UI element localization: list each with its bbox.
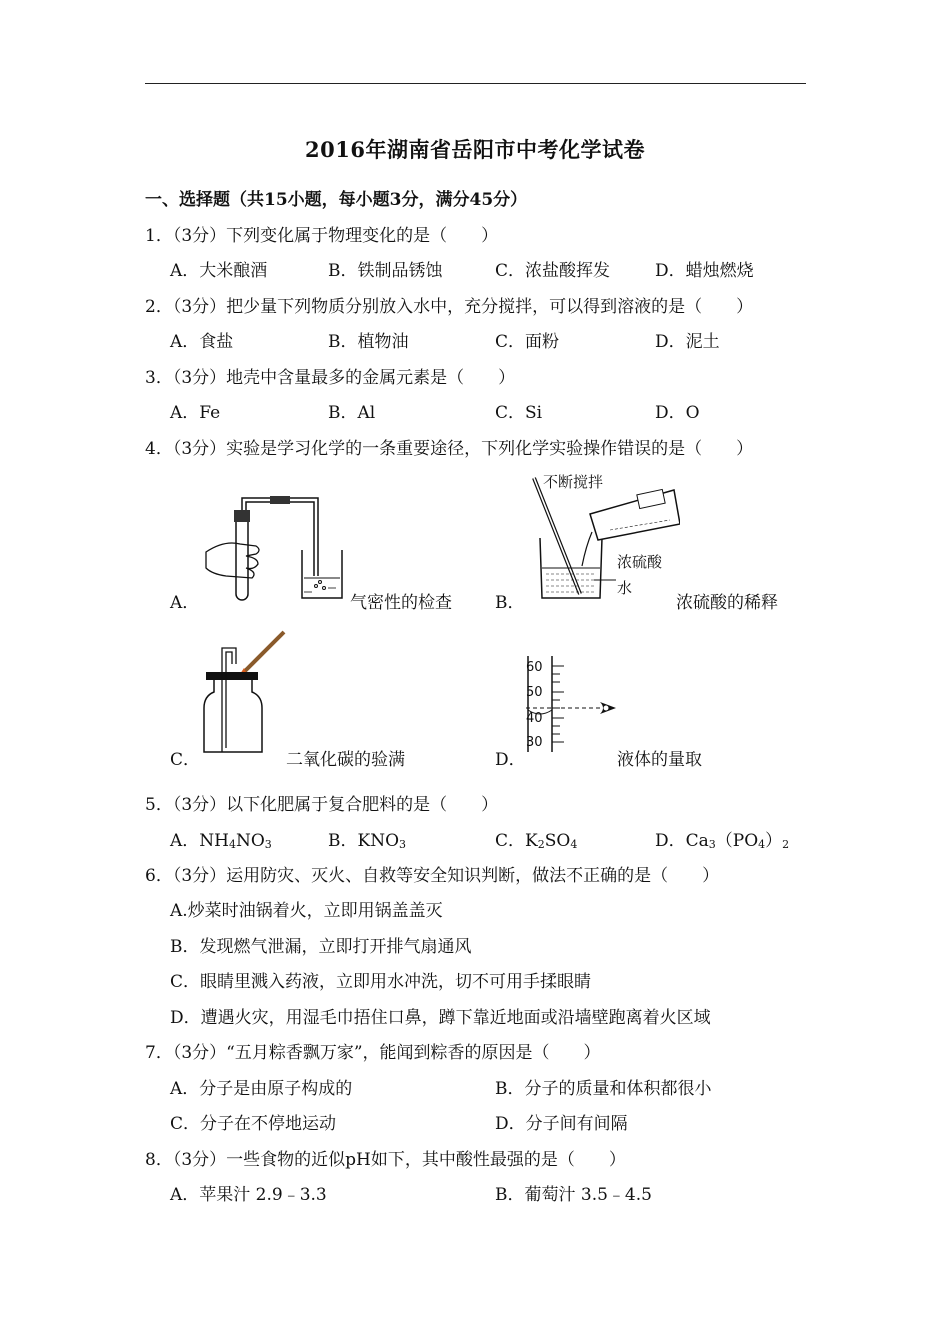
q3-option-b[interactable]: B．Al [328, 403, 376, 423]
q7-stem: 7．（3分）“五月粽香飘万家”，能闻到粽香的原因是（ ） [145, 1043, 601, 1063]
q2-option-d[interactable]: D．泥土 [655, 332, 720, 352]
q4-option-c[interactable]: C． [170, 750, 201, 770]
figure-co2-full-check [200, 628, 300, 756]
q5-option-b[interactable]: B．$KNO_3$ [328, 831, 407, 851]
q5-option-d[interactable]: D．$Ca_3(PO_4)_2$ [655, 831, 790, 851]
q7-option-c[interactable]: C．分子在不停地运动 [170, 1114, 337, 1134]
q2-option-c[interactable]: C．面粉 [495, 332, 560, 352]
q4-caption-b: 浓硫酸的稀释 [676, 593, 778, 613]
q7-option-d[interactable]: D．分子间有间隔 [495, 1114, 628, 1134]
label-continuous-stir: 不断搅拌 [543, 473, 604, 491]
q8-option-b[interactable]: B．葡萄汁 3.5﹣4.5 [495, 1185, 652, 1205]
q6-option-d[interactable]: D．遭遇火灾，用湿毛巾捂住口鼻，蹲下靠近地面或沿墙壁跑离着火区域 [170, 1008, 711, 1028]
q3-option-d[interactable]: D．O [655, 403, 700, 423]
q6-option-a[interactable]: A.炒菜时油锅着火，立即用锅盖盖灭 [170, 901, 443, 921]
q4-caption-c: 二氧化碳的验满 [286, 750, 405, 770]
q4-option-d[interactable]: D． [495, 750, 526, 770]
q3-stem: 3．（3分）地壳中含量最多的金属元素是（ ） [145, 368, 516, 388]
q7-option-a[interactable]: A．分子是由原子构成的 [170, 1079, 353, 1099]
section-heading: 一、选择题（共15小题，每小题3分，满分45分） [145, 190, 528, 210]
cylinder-tick-30: 30 [526, 735, 543, 750]
cylinder-tick-40: 40 [526, 711, 543, 726]
q6-stem: 6．（3分）运用防灾、灭火、自救等安全知识判断，做法不正确的是（ ） [145, 866, 720, 886]
q3-option-c[interactable]: C．Si [495, 403, 543, 423]
q1-option-c[interactable]: C．浓盐酸挥发 [495, 261, 611, 281]
q2-option-b[interactable]: B．植物油 [328, 332, 409, 352]
page-title: 2016年湖南省岳阳市中考化学试卷 [305, 137, 645, 162]
q4-option-b[interactable]: B． [495, 593, 525, 613]
label-water: 水 [617, 579, 633, 597]
q4-stem: 4．（3分）实验是学习化学的一条重要途径，下列化学实验操作错误的是（ ） [145, 439, 754, 459]
q7-option-b[interactable]: B．分子的质量和体积都很小 [495, 1079, 712, 1099]
label-conc-sulfuric-acid: 浓硫酸 [617, 553, 663, 571]
q8-option-a[interactable]: A．苹果汁 2.9﹣3.3 [170, 1185, 327, 1205]
q1-option-b[interactable]: B．铁制品锈蚀 [328, 261, 443, 281]
q1-stem: 1．（3分）下列变化属于物理变化的是（ ） [145, 226, 499, 246]
q6-option-c[interactable]: C．眼睛里溅入药液，立即用水冲洗，切不可用手揉眼睛 [170, 972, 592, 992]
cylinder-tick-50: 50 [526, 685, 543, 700]
q5-option-a[interactable]: A．$NH_4NO_3$ [170, 831, 272, 851]
q5-stem: 5．（3分）以下化肥属于复合肥料的是（ ） [145, 795, 499, 815]
q1-option-d[interactable]: D．蜡烛燃烧 [655, 261, 754, 281]
cylinder-tick-60: 60 [526, 660, 543, 675]
q1-option-a[interactable]: A．大米酿酒 [170, 261, 268, 281]
q6-option-b[interactable]: B．发现燃气泄漏，立即打开排气扇通风 [170, 937, 472, 957]
q2-option-a[interactable]: A．食盐 [170, 332, 234, 352]
q3-option-a[interactable]: A．Fe [170, 403, 221, 423]
q4-caption-d: 液体的量取 [617, 750, 702, 770]
q8-stem: 8．（3分）一些食物的近似pH如下，其中酸性最强的是（ ） [145, 1150, 626, 1170]
q4-option-a[interactable]: A． [170, 593, 200, 613]
header-rule [145, 83, 806, 84]
q2-stem: 2．（3分）把少量下列物质分别放入水中，充分搅拌，可以得到溶液的是（ ） [145, 297, 754, 317]
q4-caption-a: 气密性的检查 [350, 593, 452, 613]
q5-option-c[interactable]: C．$K_2SO_4$ [495, 831, 578, 851]
figure-airtightness-check [200, 488, 350, 606]
